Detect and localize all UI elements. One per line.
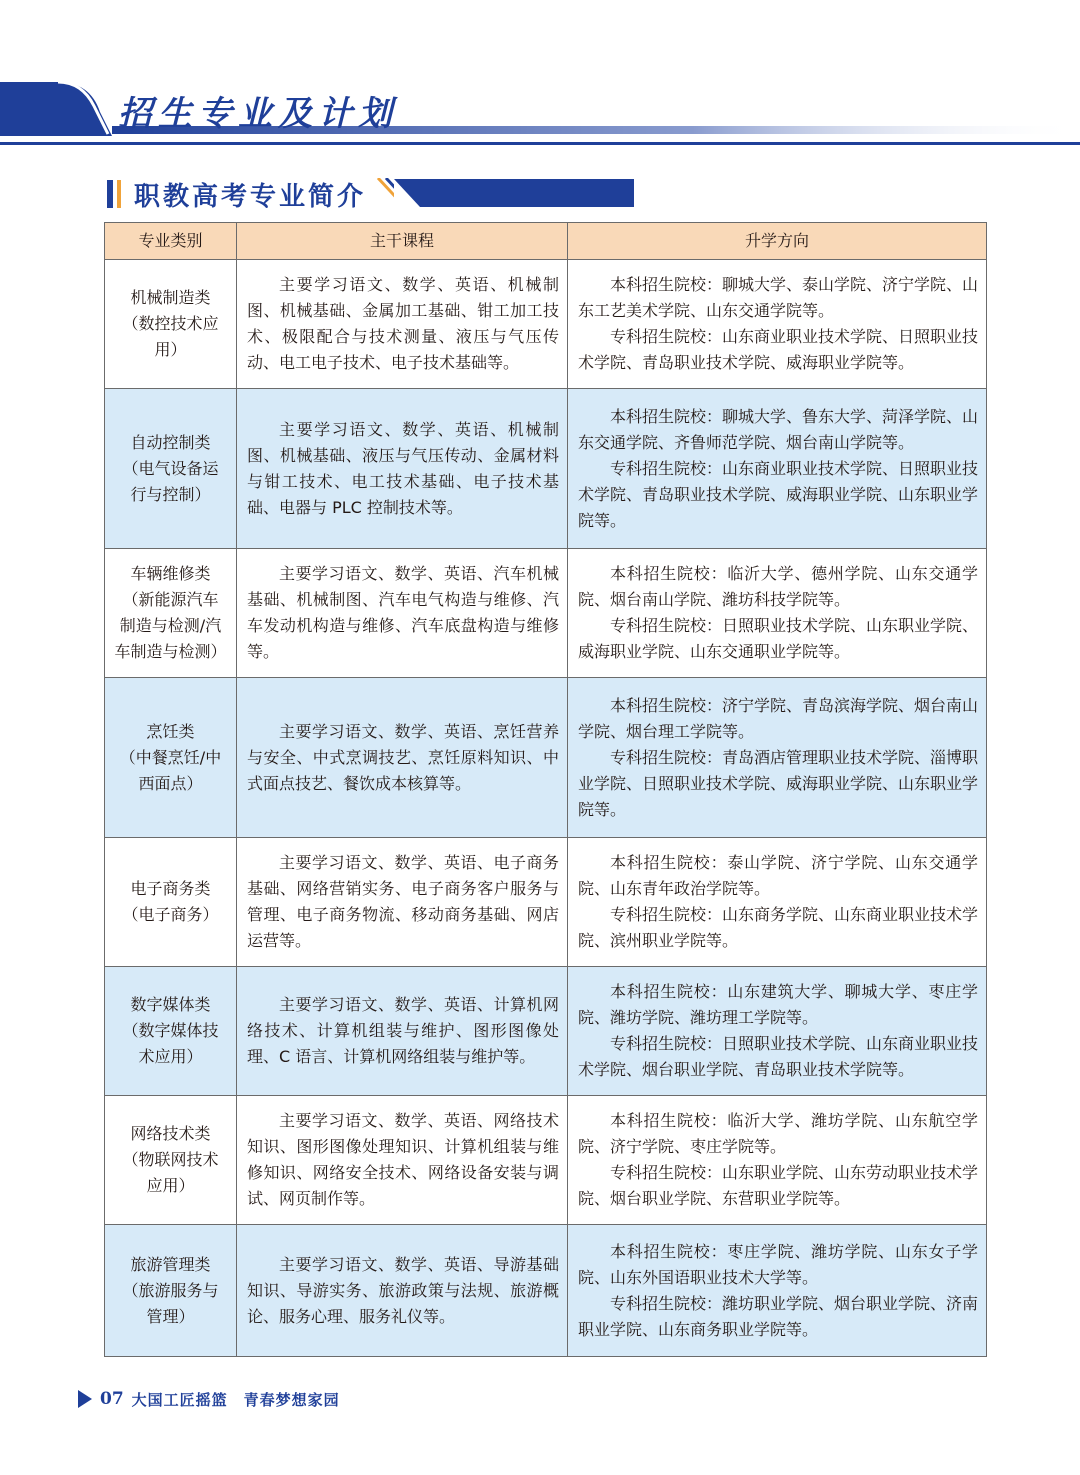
category-detail: （旅游服务与 [122,1280,219,1300]
category-detail: （数字媒体技 [122,1021,219,1040]
category-cell [105,1096,237,1225]
undergrad-text: 本科招生院校：临沂大学、潍坊学院、山东航空学院、济宁学院、枣庄学院等。 [578,1111,978,1156]
column-header-courses: 主干课程 [237,223,568,260]
category-detail: 术应用） [138,1047,203,1066]
courses-cell [237,1225,568,1357]
category-detail: （数控技术应用） [122,314,219,359]
undergrad-text: 本科招生院校：聊城大学、鲁东大学、菏泽学院、山东交通学院、齐鲁师范学院、烟台南山学院等。 [578,406,979,452]
courses-cell [237,260,568,389]
category-cell [105,838,237,967]
table-row [105,389,987,549]
undergrad-text: 本科招生院校：泰山学院、济宁学院、山东交通学院、山东青年政治学院等。 [578,853,978,898]
courses-text: 主要学习语文、数学、英语、机械制图、机械基础、液压与气压传动、金属材料与钳工技术、电工技术基础、电子技术基础、电器与 PLC 控制技术等。 [247,419,559,517]
undergrad-text: 本科招生院校：济宁学院、青岛滨海学院、烟台南山学院、烟台理工学院等。 [578,695,979,741]
direction-cell [568,967,987,1096]
courses-text: 主要学习语文、数学、英语、网络技术知识、图形图像处理知识、计算机组装与维修知识、网络安全技术、网络设备安装与调试、网页制作等。 [247,1111,559,1208]
category-detail: （中餐烹饪/中 [119,747,222,767]
category-cell [105,1225,237,1357]
direction-cell [568,1225,987,1357]
courses-text: 主要学习语文、数学、英语、机械制图、机械基础、金属加工基础、钳工加工技术、极限配合与技术测量、液压与气压传动、电工电子技术、电子技术基础等。 [247,275,559,372]
category-cell [105,549,237,678]
footer-arrow-icon [78,1390,92,1408]
college-text: 专科招生院校：山东商业职业技术学院、日照职业技术学院、青岛职业技术学院、威海职业学院、山东职业学院等。 [578,458,979,530]
category-detail: （新能源汽车 [122,590,219,609]
category-detail: 车制造与检测） [114,642,227,661]
page-title: 招生专业及计划 [118,94,398,134]
column-header-direction: 升学方向 [568,223,987,260]
category-detail: （电子商务） [122,905,219,924]
table-row [105,838,987,967]
category-detail: 应用） [146,1176,195,1195]
direction-cell [568,260,987,389]
college-text: 专科招生院校：青岛酒店管理职业技术学院、淄博职业学院、日照职业技术学院、威海职业学院、山东职业学院等。 [578,747,979,819]
undergrad-text: 本科招生院校：聊城大学、泰山学院、济宁学院、山东工艺美术学院、山东交通学院等。 [578,275,979,320]
courses-cell [237,838,568,967]
category-detail: 制造与检测/汽 [119,616,222,635]
direction-cell [568,838,987,967]
category-name: 电子商务类 [130,879,211,898]
category-detail: 西面点） [138,773,203,793]
category-cell [105,389,237,549]
table-row [105,260,987,389]
category-detail: （电气设备运 [122,458,219,478]
category-name: 烹饪类 [146,721,195,741]
footer-slogan: 大国工匠摇篮 青春梦想家园 [131,1390,340,1409]
courses-text: 主要学习语文、数学、英语、电子商务基础、网络营销实务、电子商务客户服务与管理、电子商务物流、移动商务基础、网店运营等。 [247,853,559,950]
section-marker [107,180,113,208]
section-title: 职教高考专业简介 [134,182,367,212]
direction-cell [568,389,987,549]
table-row [105,1225,987,1357]
category-name: 机械制造类 [130,288,211,307]
category-cell [105,967,237,1096]
college-text: 专科招生院校：日照职业技术学院、山东商业职业技术学院、烟台职业学院、青岛职业技术学院等。 [578,1034,979,1079]
courses-text: 主要学习语文、数学、英语、计算机网络技术、计算机组装与维护、图形图像处理、C 语言、计算机网络组装与维护等。 [247,995,559,1066]
undergrad-text: 本科招生院校：山东建筑大学、聊城大学、枣庄学院、潍坊学院、潍坊理工学院等。 [578,982,978,1027]
courses-cell [237,967,568,1096]
undergrad-text: 本科招生院校：枣庄学院、潍坊学院、山东女子学院、山东外国语职业技术大学等。 [578,1241,978,1287]
category-name: 网络技术类 [130,1124,211,1143]
courses-cell [237,678,568,838]
courses-cell [237,1096,568,1225]
table-row [105,549,987,678]
page-number: 07 [100,1389,124,1409]
undergrad-text: 本科招生院校：临沂大学、德州学院、山东交通学院、烟台南山学院、潍坊科技学院等。 [578,564,978,609]
category-name: 旅游管理类 [130,1254,211,1274]
direction-cell [568,1096,987,1225]
table-row [105,678,987,838]
courses-text: 主要学习语文、数学、英语、烹饪营养与安全、中式烹调技艺、烹饪原料知识、中式面点技艺、餐饮成本核算等。 [247,721,559,793]
college-text: 专科招生院校：山东职业学院、山东劳动职业技术学院、烟台职业学院、东营职业学院等。 [578,1163,979,1208]
courses-cell [237,549,568,678]
direction-cell [568,678,987,838]
section-marker-accent [117,180,121,208]
college-text: 专科招生院校：潍坊职业学院、烟台职业学院、济南职业学院、山东商务职业学院等。 [578,1293,979,1339]
courses-cell [237,389,568,549]
category-detail: 管理） [146,1306,195,1326]
category-cell [105,260,237,389]
category-detail: 行与控制） [130,484,211,504]
table-row [105,967,987,1096]
courses-text: 主要学习语文、数学、英语、汽车机械基础、机械制图、汽车电气构造与维修、汽车发动机构造与维修、汽车底盘构造与维修等。 [247,564,559,661]
college-text: 专科招生院校：山东商务学院、山东商业职业技术学院、滨州职业学院等。 [578,905,979,950]
direction-cell [568,549,987,678]
category-detail: （物联网技术 [122,1150,219,1169]
courses-text: 主要学习语文、数学、英语、导游基础知识、导游实务、旅游政策与法规、旅游概论、服务心理、服务礼仪等。 [247,1254,559,1326]
section-title-decoration [374,178,636,208]
category-name: 车辆维修类 [130,564,211,583]
category-cell [105,678,237,838]
major-intro-table [104,222,987,1357]
column-header-category: 专业类别 [105,223,237,260]
college-text: 专科招生院校：山东商业职业技术学院、日照职业技术学院、青岛职业技术学院、威海职业学院等。 [578,327,979,372]
table-header-row [105,223,987,260]
table-row [105,1096,987,1225]
college-text: 专科招生院校：日照职业技术学院、山东职业学院、威海职业学院、山东交通职业学院等。 [578,616,979,661]
category-name: 数字媒体类 [130,995,211,1014]
category-name: 自动控制类 [130,432,211,452]
page-footer [78,1384,340,1414]
